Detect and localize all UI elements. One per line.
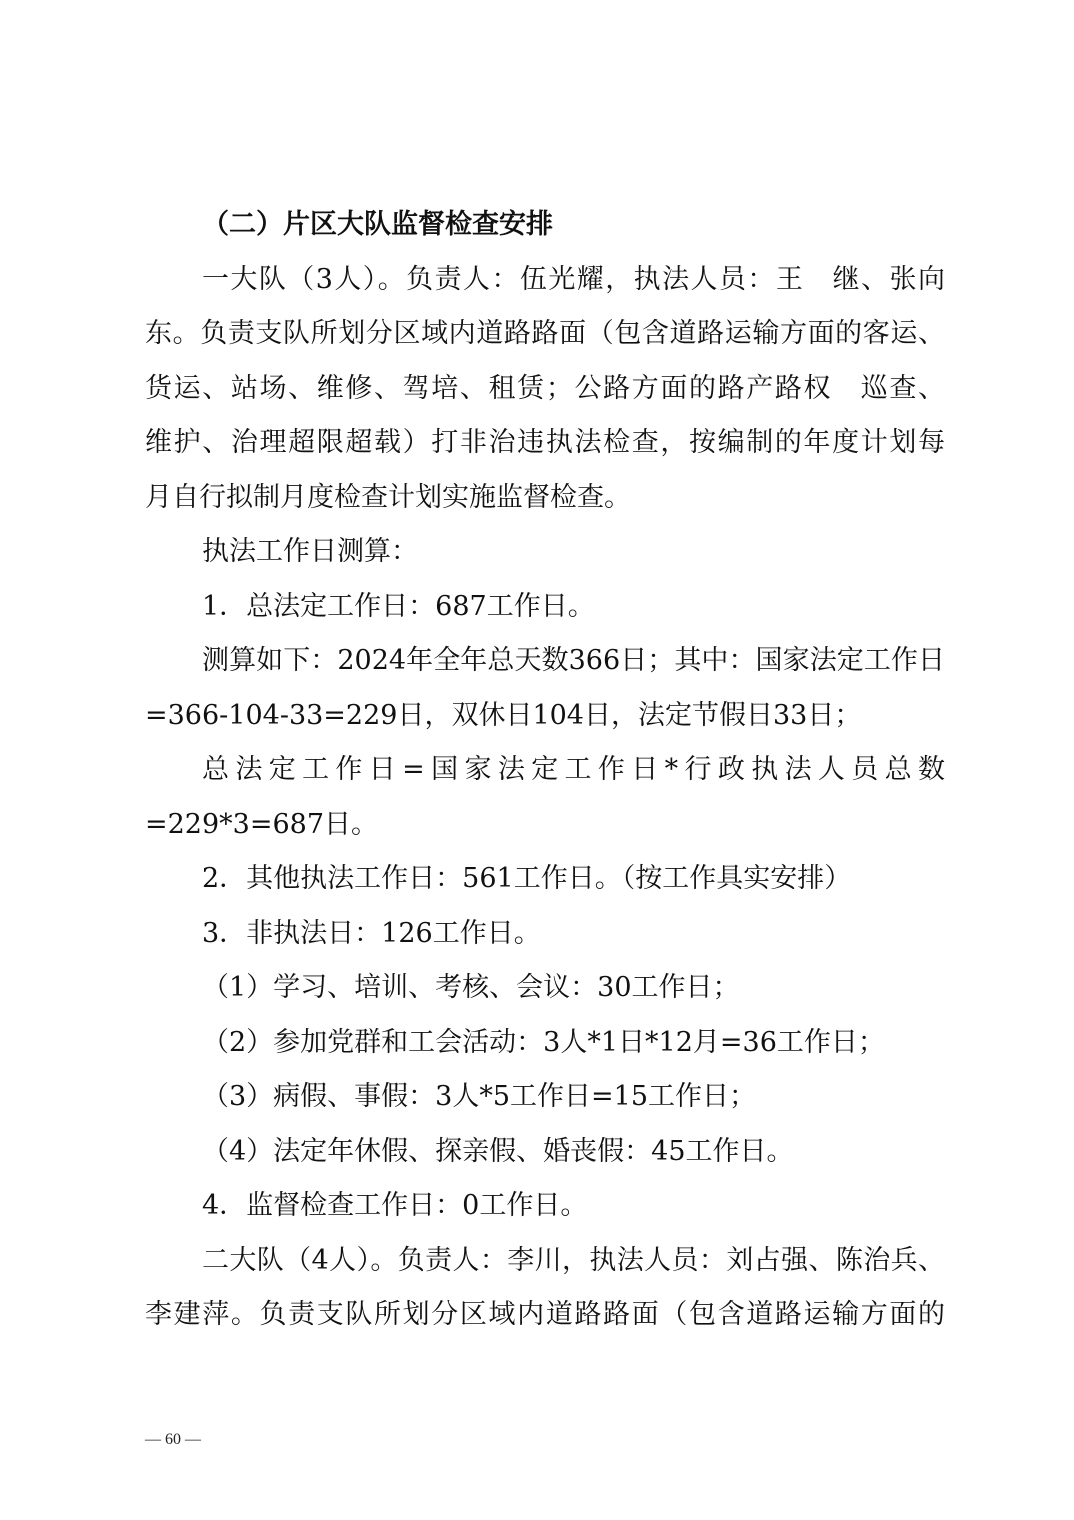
paragraph-line: 1．总法定工作日：687工作日。 (202, 590, 595, 622)
paragraph-line: 总法定工作日=国家法定工作日*行政执法人员总数 (202, 754, 945, 785)
paragraph-line: 东。负责支队所划分区域内道路路面（包含道路运输方面的客运、 (145, 318, 945, 349)
paragraph-line: 货运、站场、维修、驾培、租赁；公路方面的路产路权 巡查、 (145, 372, 945, 404)
paragraph-line: （2）参加党群和工会活动：3人*1日*12月=36工作日； (202, 1026, 885, 1058)
paragraph-line: （4）法定年休假、探亲假、婚丧假：45工作日。 (202, 1135, 794, 1167)
paragraph-line: 二大队（4人）。负责人：李川，执法人员：刘占强、陈治兵、 (202, 1244, 945, 1276)
document-body (145, 198, 945, 1343)
paragraph-line: 维护、治理超限超载）打非治违执法检查，按编制的年度计划每 (145, 427, 945, 458)
paragraph-line: 测算如下：2024年全年总天数366日；其中：国家法定工作日 (202, 645, 945, 676)
paragraph-line: （3）病假、事假：3人*5工作日=15工作日； (202, 1081, 757, 1112)
paragraph-line: 李建萍。负责支队所划分区域内道路路面（包含道路运输方面的 (145, 1299, 945, 1330)
paragraph-line: 4．监督检查工作日：0工作日。 (202, 1190, 588, 1221)
paragraph-line: 2．其他执法工作日：561工作日。（按工作具实安排） (202, 863, 852, 894)
paragraph-line: =229*3=687日。 (145, 808, 378, 840)
paragraph-line: （1）学习、培训、考核、会议：30工作日； (202, 972, 740, 1003)
paragraph-line: 一大队（3人）。负责人：伍光耀，执法人员：王 继、张向 (202, 263, 945, 295)
paragraph-line: 3．非执法日：126工作日。 (202, 917, 541, 949)
paragraph-line: 执法工作日测算： (202, 536, 418, 567)
section-heading: （二）片区大队监督检查安排 (202, 209, 553, 240)
paragraph-line: 月自行拟制月度检查计划实施监督检查。 (145, 481, 631, 513)
page-number: — 60 — (145, 1431, 201, 1448)
paragraph-line: =366-104-33=229日，双休日104日，法定节假日33日； (145, 699, 862, 731)
